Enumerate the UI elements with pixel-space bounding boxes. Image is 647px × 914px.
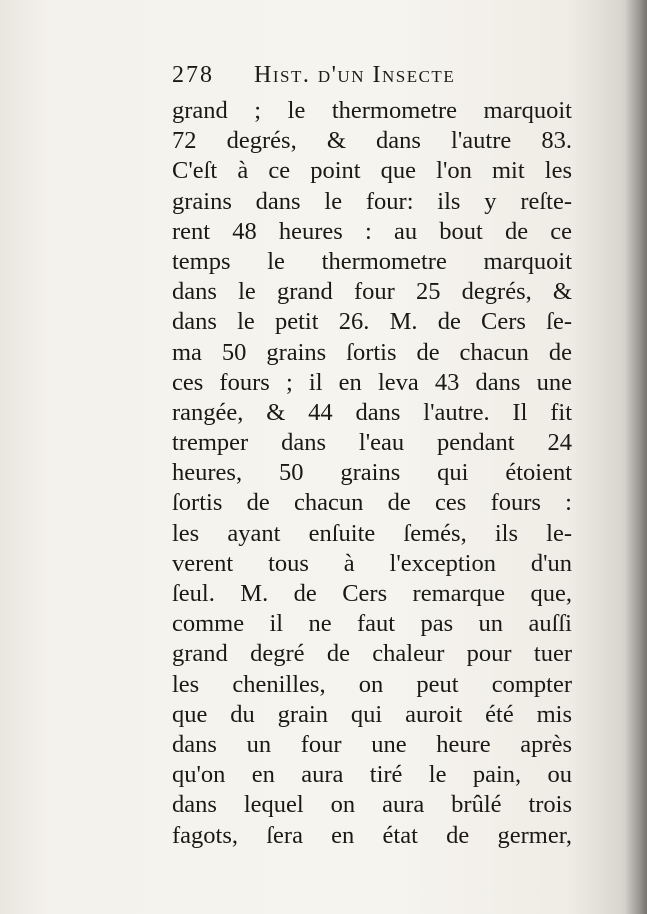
text-line: heures, 50 grains qui étoient	[172, 459, 572, 487]
text-line: verent tous à l'exception d'un	[172, 549, 572, 577]
text-line: qu'on en aura tiré le pain, ou	[172, 761, 572, 789]
text-line: grand ; le thermometre marquoit	[172, 97, 572, 124]
text-line: ma 50 grains ſortis de chacun de	[172, 338, 572, 366]
text-line: dans le petit 26. M. de Cers ſe-	[172, 308, 572, 336]
text-line: C'eſt à ce point que l'on mit les	[172, 157, 572, 185]
text-line: les ayant enſuite ſemés, ils le-	[172, 519, 572, 547]
text-line: ces fours ; il en leva 43 dans une	[172, 368, 572, 396]
text-line: comme il ne faut pas un auſſi	[172, 610, 572, 638]
running-head: Hist. d'un Insecte	[254, 62, 456, 88]
text-line: que du grain qui auroit été mis	[172, 700, 572, 728]
text-line: grand degré de chaleur pour tuer	[172, 640, 572, 668]
text-line: 72 degrés, & dans l'autre 83.	[172, 127, 572, 155]
text-line: les chenilles, on peut compter	[172, 670, 572, 698]
page-edge-shadow	[625, 0, 647, 914]
page-header	[172, 62, 572, 98]
text-line: grains dans le four: ils y reſte-	[172, 187, 572, 215]
text-line: dans lequel on aura brûlé trois	[172, 791, 572, 819]
text-line: temps le thermometre marquoit	[172, 247, 572, 275]
page-number: 278	[172, 62, 214, 88]
text-line: ſeul. M. de Cers remarque que,	[172, 580, 572, 607]
text-line: dans le grand four 25 degrés, &	[172, 278, 572, 306]
text-line: ſortis de chacun de ces fours :	[172, 489, 572, 517]
text-line: rangée, & 44 dans l'autre. Il fit	[172, 398, 572, 426]
body-text	[172, 96, 572, 851]
text-line: rent 48 heures : au bout de ce	[172, 217, 572, 245]
text-line: dans un four une heure après	[172, 730, 572, 758]
text-line: tremper dans l'eau pendant 24	[172, 429, 572, 457]
text-line: fagots, ſera en état de germer,	[172, 821, 572, 849]
